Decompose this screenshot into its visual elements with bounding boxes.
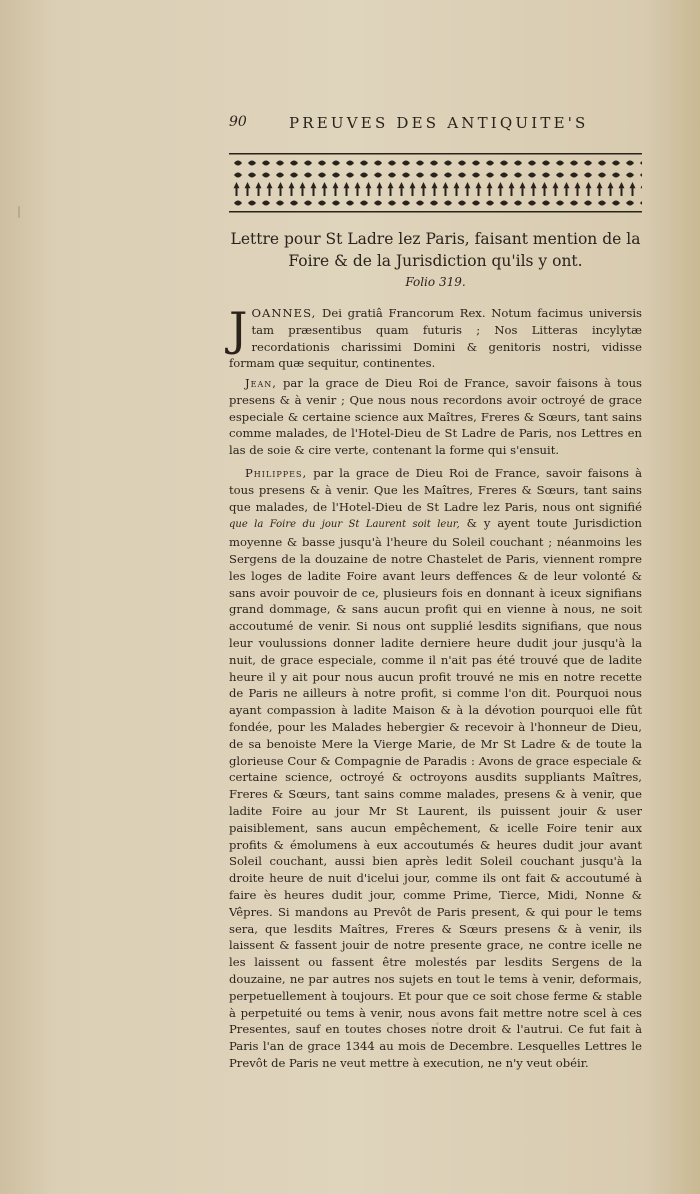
paragraph-latin <box>229 302 642 372</box>
paragraph-body: par la grace de Dieu Roi de France, savoir faisons à tous presens & à venir. Que les Maîtres, Freres & Sœurs, tant sains que malades, de l'Hotel-Dieu de St Ladre lez Paris, nous ont signifié <box>229 466 642 514</box>
paragraph-jean <box>229 375 642 459</box>
paragraph-body-continued: & y ayent toute Jurisdiction moyenne & basse jusqu'à l'heure du Soleil couchant ; néanmoins les Sergens de la douzaine de notre Chastelet de Paris, viennent rompre les loges de ladite Foire avant leurs deffences & de leur volonté & sans avoir pouvoir de ce, plusieurs fois en donnant à iceux signifians grand dommage, & sans aucun profit qui en vienne à nous, ne soit accoutumé de venir. Si nous ont supplié lesdits signifians, que nous leur voulussions donner ladite derniere heure dudit jour jusqu'à la nuit, de grace especiale, comme il n'ait pas été trouvé que de ladite heure il y ait pour nous aucun profit trouvé ne mis en notre recette de Paris ne ailleurs à notre profit, si comme l'on dit. Pourquoi nous ayant compassion à ladite Maison & à la dévotion pourquoi elle fût fondée, pour les Malades hebergier & recevoir à l'honneur de Dieu, de sa benoiste Mere la Vierge Marie, de Mr St Ladre & de toute la glorieuse Cour & Compagnie de Paradis : Avons de grace especiale & certaine science, octroyé & octroyons ausdits suppliants Maîtres, Freres & Sœurs, tant sains comme malades, presens & à venir, que ladite Foire au jour Mr St Laurent, ils puissent jouir & user paisiblement, sans aucun empêchement, & icelle Foire tenir aux profits & émolumens à eux accoutumés & heures dudit jour avant Soleil couchant, aussi bien après ledit Soleil couchant jusqu'à la droite heure de nuit d'icelui jour, comme ils ont fait & accoutumé à faire ès heures dudit jour, comme Prime, Tierce, Midi, Nonne & Vêpres. Si mandons au Prevôt de Paris present, & qui pour le tems sera, que lesdits Maîtres, Freres & Sœurs presens & à venir, ils laissent & fassent jouir de notre presente grace, ne contre icelle ne les laissent ou fassent être molestés par lesdits Sergens de la douzaine, ne par autres nos sujets en tout le tems à venir, deformais, perpetuellement à toujours. Et pour que ce soit chose ferme & stable à perpetuité ou tems à venir, nous avons fait mettre notre scel à ces Presentes, sauf en toutes choses notre droit & l'autrui. Ce fut fait à Paris l'an de grace 1344 au mois de Decembre. Lesquelles Lettres le Prevôt de Paris ne veut mettre à execution, ne n'y veut obéir. <box>229 516 642 1070</box>
paragraph-lead: Philippes, <box>245 466 308 480</box>
paragraph-philippes <box>229 465 642 1072</box>
page-number: 90 <box>229 114 247 130</box>
paragraph-lead: Jean, <box>245 376 277 390</box>
running-title: PREUVES DES ANTIQUITE'S <box>289 114 589 132</box>
paper-mark <box>18 206 20 218</box>
italic-quote: que la Foire du jour St Laurent soit leur, <box>229 519 460 531</box>
folio-reference: Folio 319. <box>405 275 466 289</box>
ornamental-border <box>229 152 642 214</box>
document-title: Lettre pour St Ladre lez Paris, faisant mention de la Foire & de la Jurisdiction qu'ils y ont. <box>230 230 641 270</box>
paragraph-body: par la grace de Dieu Roi de France, savoir faisons à tous presens & à venir ; Que nous nous recordons avoir octroyé de grace especiale & certaine science aux Maîtres, Freres & Sœurs, tant sains comme malades, de l'Hotel-Dieu de St Ladre de Paris, nos Lettres en las de soie & cire verte, contenant la forme qui s'ensuit. <box>229 376 642 458</box>
paragraph-body: Dei gratiâ Francorum Rex. Notum facimus universis tam præsentibus quam futuris ; Nos Litteras incylytæ recordationis charissimi Domini & genitoris nostri, vidisse formam quæ sequitur, continentes. <box>229 306 642 371</box>
drop-cap: J <box>229 302 248 356</box>
paragraph-lead: OANNES, <box>251 306 317 320</box>
running-header <box>229 112 642 136</box>
